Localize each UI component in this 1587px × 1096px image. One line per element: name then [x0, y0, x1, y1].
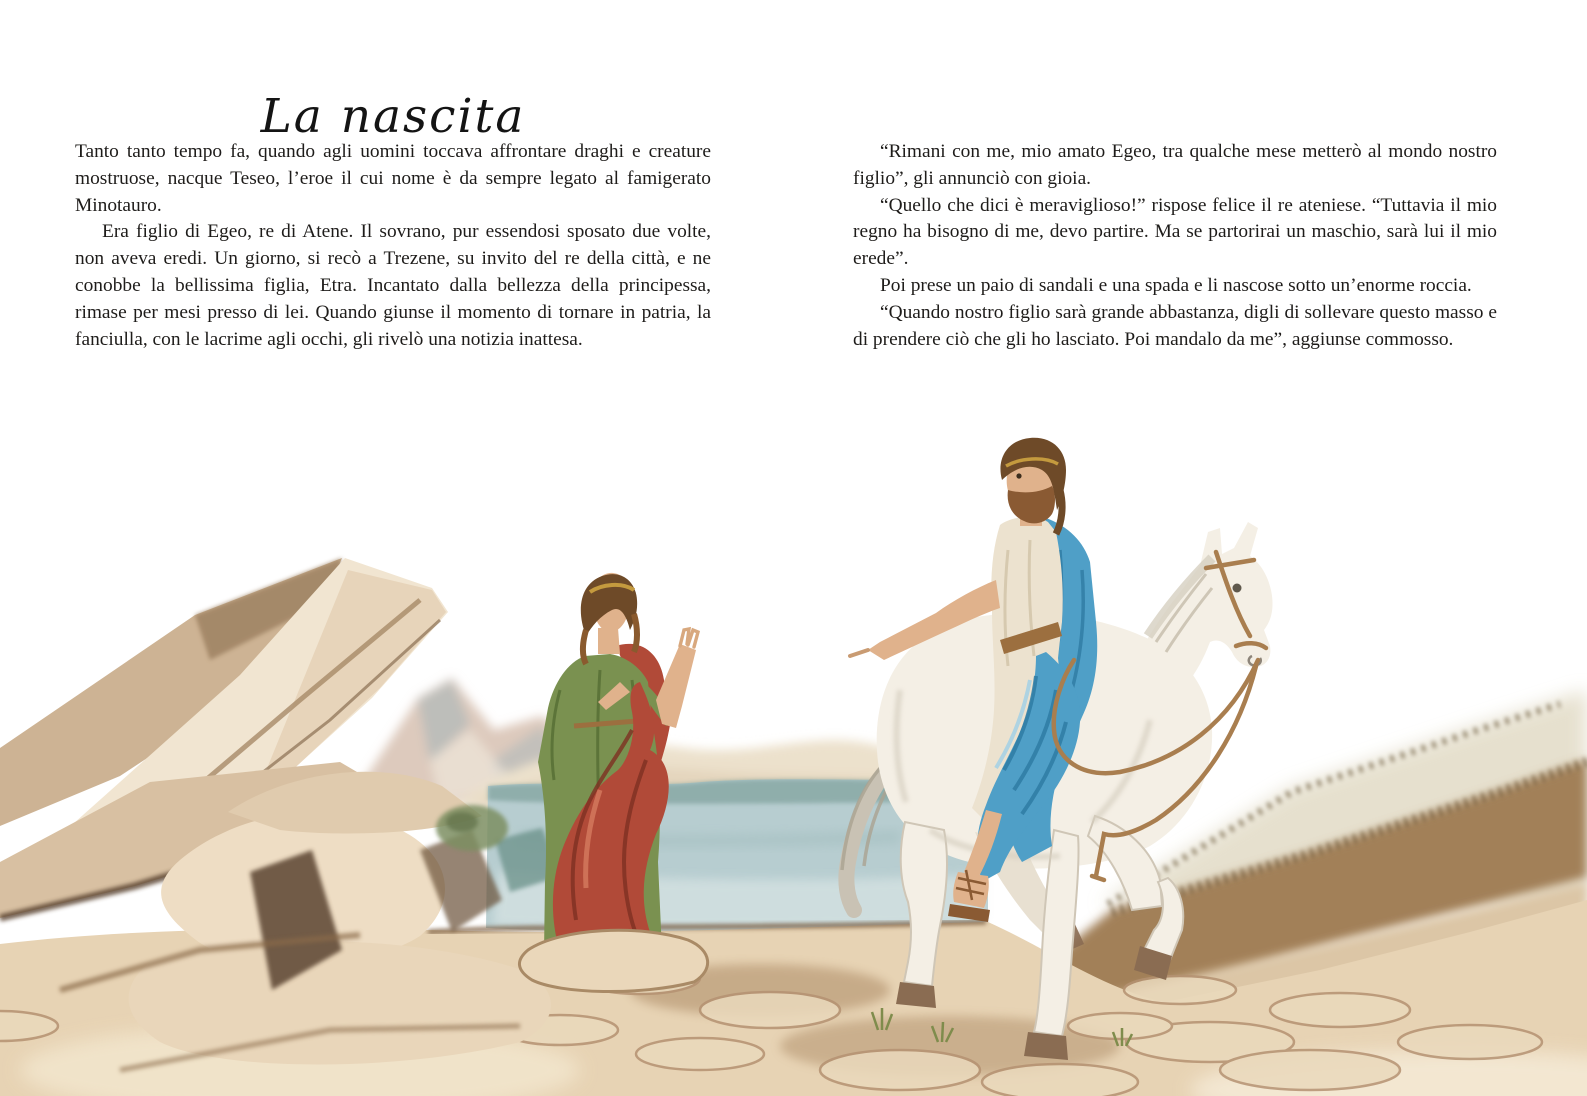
paragraph: Poi prese un paio di sandali e una spada e li nascose sotto un’enorme roccia. — [880, 274, 1472, 296]
paragraph: “Quello che dici è meraviglioso!” rispose felice il re ateniese. “Tuttavia il mio regno ha bisogno di me, devo partire. Ma se partorirai un maschio, sarà lui il mio erede”. — [853, 194, 1497, 270]
page-title: La nascita — [260, 89, 526, 145]
paragraph: Era figlio di Egeo, re di Atene. Il sovrano, pur essendosi sposato due volte, non aveva eredi. Un giorno, si recò a Trezene, su invito del re della città, e ne conobbe la bellissima figlia, Etra. Incantato dalla bellezza della principessa, rimase per mesi presso di lei. Quando giunse il momento di tornare in patria, la fanciulla, con le lacrime agli occhi, gli rivelò una notizia inattesa. — [75, 221, 711, 350]
front-rock — [519, 930, 707, 991]
paragraph: Tanto tanto tempo fa, quando agli uomini toccava affrontare draghi e creature mostruose, nacque Teseo, l’eroe il cui nome è da sempre legato al famigerato Minotauro. — [75, 141, 711, 216]
watercolor-illustration — [0, 430, 1587, 1096]
right-text-column — [853, 139, 1497, 353]
paragraph: “Rimani con me, mio amato Egeo, tra qualche mese metterò al mondo nostro figlio”, gli annunciò con gioia. — [853, 141, 1497, 189]
illustration-svg — [0, 430, 1587, 1096]
left-text-column — [75, 139, 711, 353]
paragraph: “Quando nostro figlio sarà grande abbastanza, digli di sollevare questo masso e di prendere ciò che gli ho lasciato. Poi mandalo da me”, aggiunse commosso. — [853, 301, 1497, 350]
